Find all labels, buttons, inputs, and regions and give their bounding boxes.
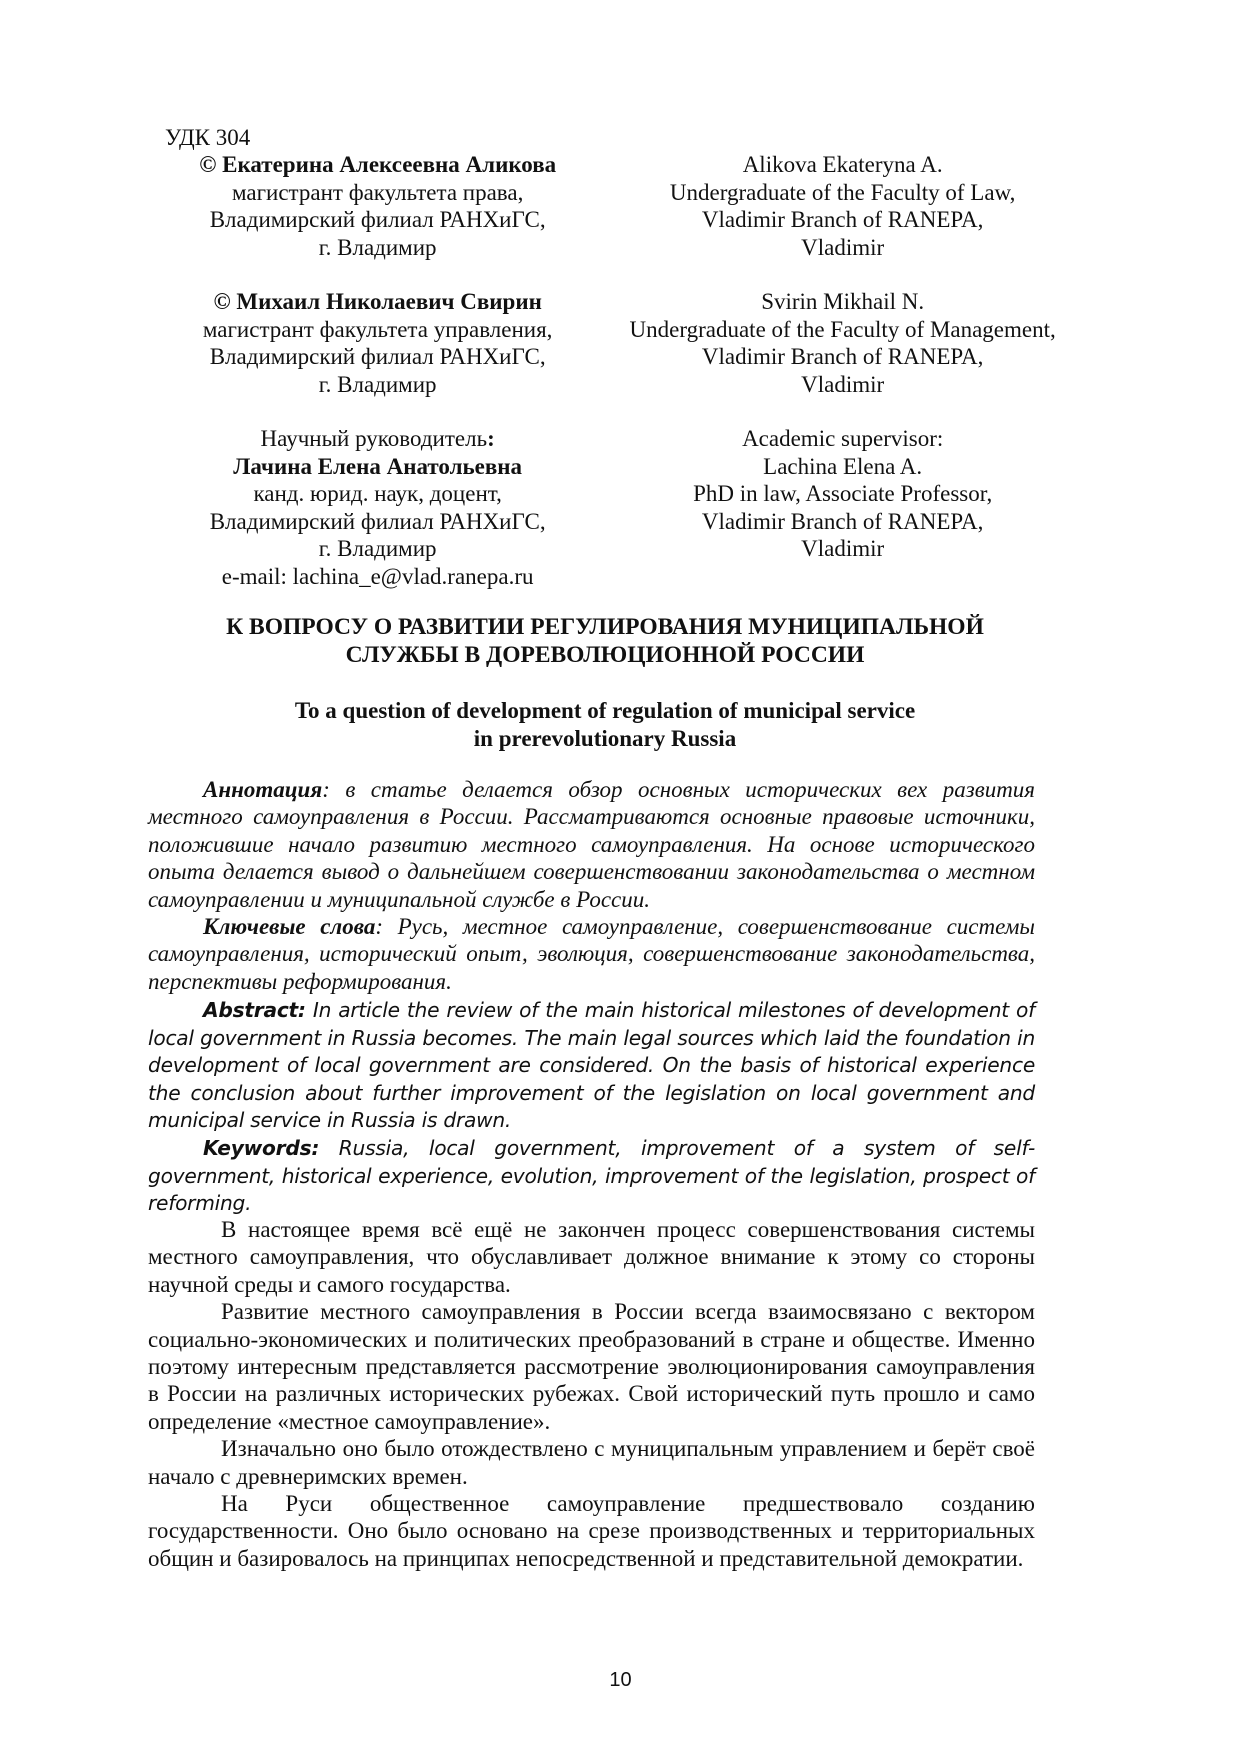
keywords-ru-label: Ключевые слова (203, 914, 376, 940)
abstract-ru-block (148, 776, 1035, 995)
title-en-line: in prerevolutionary Russia (473, 726, 737, 751)
supervisor-email: e-mail: lachina_e@vlad.ranepa.ru (221, 563, 534, 589)
keywords-en-text: Russia, local government, improvement of a system of self-government, historical experience, evolution, improvement of the legislation, prospect of reforming. (148, 1135, 1035, 1216)
udc-code: УДК 304 (165, 125, 251, 150)
body-text (148, 1216, 1035, 1572)
keywords-ru (148, 913, 1035, 995)
author-entry (160, 288, 1090, 398)
title-en-line: To a question of development of regulation of municipal service (294, 698, 916, 723)
author-en (595, 288, 1090, 398)
supervisor-city-en: Vladimir (801, 536, 885, 561)
author-name-en: Svirin Mikhail N. (761, 289, 925, 314)
author-org-ru: Владимирский филиал РАНХиГС, (209, 344, 546, 369)
keywords-ru-text: : Русь, местное самоуправление, совершенствование системы самоуправления, исторический опыт, эволюция, совершенствование законодательства, перспективы реформирования. (148, 914, 1035, 994)
body-paragraph: В настоящее время всё ещё не закончен процесс совершенствования системы местного самоуправления, что обуславливает должное внимание к этому со стороны научной среды и самого государства. (148, 1217, 1035, 1297)
author-city-en: Vladimir (801, 234, 885, 260)
abstract-ru-text: : в статье делается обзор основных исторических вех развития местного самоуправления в России. Рассматриваются основные правовые источники, положившие начало развитию местного самоуправления. На основе исторического опыта делается вывод о дальнейшем совершенствовании законодательства о местном самоуправлении и муниципальной службе в России. (148, 777, 1035, 912)
keywords-en (148, 1135, 1035, 1218)
author-position-en: Undergraduate of the Faculty of Management, (629, 316, 1056, 342)
author-ru (160, 288, 595, 398)
supervisor-label-en: Academic supervisor: (742, 426, 944, 451)
supervisor-org-en: Vladimir Branch of RANEPA, (701, 508, 984, 534)
article-title-ru (150, 614, 1060, 669)
body-paragraph: Развитие местного самоуправления в России всегда взаимосвязано с вектором социально-экономических и политических преобразований в стране и обществе. Именно поэтому интересным представляется рассмотрение эволюционирования самоуправления в России на различных исторических рубежах. Свой исторический путь прошло и само определение «местное самоуправление». (148, 1299, 1035, 1434)
page-number: 10 (609, 1669, 632, 1691)
supervisor-org-ru: Владимирский филиал РАНХиГС, (209, 508, 546, 534)
supervisor-name-ru: Лачина Елена Анатольевна (233, 453, 523, 479)
supervisor-entry (160, 425, 1090, 590)
article-title-en (150, 697, 1060, 753)
abstract-ru (148, 776, 1035, 913)
author-position-ru: магистрант факультета права, (231, 179, 524, 205)
supervisor-ru (160, 425, 595, 590)
abstract-ru-label: Аннотация (203, 777, 323, 802)
supervisor-name-en: Lachina Elena A. (763, 453, 923, 479)
author-org-en: Vladimir Branch of RANEPA, (701, 207, 984, 232)
author-org-ru: Владимирский филиал РАНХиГС, (209, 207, 546, 232)
supervisor-label-text: Научный руководитель (260, 426, 488, 451)
author-en (595, 151, 1090, 261)
author-name-en: Alikova Ekateryna A. (742, 152, 943, 177)
abstract-en-label: Abstract: (203, 998, 306, 1022)
author-name-ru: © Михаил Николаевич Свирин (213, 289, 542, 314)
author-position-ru: магистрант факультета управления, (202, 316, 553, 342)
abstract-en-block (148, 997, 1035, 1218)
abstract-en (148, 997, 1035, 1135)
author-entry (160, 151, 1090, 261)
author-name-ru: © Екатерина Алексеевна Аликова (199, 152, 557, 177)
supervisor-en (595, 425, 1090, 590)
author-city-ru: г. Владимир (318, 371, 437, 397)
author-city-ru: г. Владимир (318, 234, 437, 260)
supervisor-city-ru: г. Владимир (318, 536, 437, 561)
title-ru-line: К ВОПРОСУ О РАЗВИТИИ РЕГУЛИРОВАНИЯ МУНИЦИПАЛЬНОЙ (226, 614, 984, 640)
author-city-en: Vladimir (801, 371, 885, 397)
body-paragraph: На Руси общественное самоуправление предшествовало созданию государственности. Оно было основано на срезе производственных и территориальных общин и базировалось на принципах непосредственной и представительной демократии. (148, 1491, 1035, 1571)
author-org-en: Vladimir Branch of RANEPA, (701, 344, 984, 369)
author-ru (160, 151, 595, 261)
author-position-en: Undergraduate of the Faculty of Law, (669, 179, 1016, 205)
supervisor-degree-ru: канд. юрид. наук, доцент, (253, 481, 502, 506)
supervisor-degree-en: PhD in law, Associate Professor, (693, 481, 993, 506)
author-block (160, 151, 1090, 590)
supervisor-label-ru (160, 425, 595, 453)
keywords-en-label: Keywords: (203, 1135, 320, 1160)
supervisor-label-colon: : (487, 426, 495, 451)
title-ru-line: СЛУЖБЫ В ДОРЕВОЛЮЦИОННОЙ РОССИИ (345, 641, 865, 668)
abstract-en-text: In article the review of the main historical milestones of development of local government in Russia becomes. The main legal sources which laid the foundation in development of local government are considered. On the basis of historical experience the conclusion about further improvement of the legislation on local government and municipal service in Russia is drawn. (148, 998, 1035, 1133)
body-paragraph: Изначально оно было отождествлено с муниципальным управлением и берёт своё начало с древнеримских времен. (148, 1436, 1035, 1489)
